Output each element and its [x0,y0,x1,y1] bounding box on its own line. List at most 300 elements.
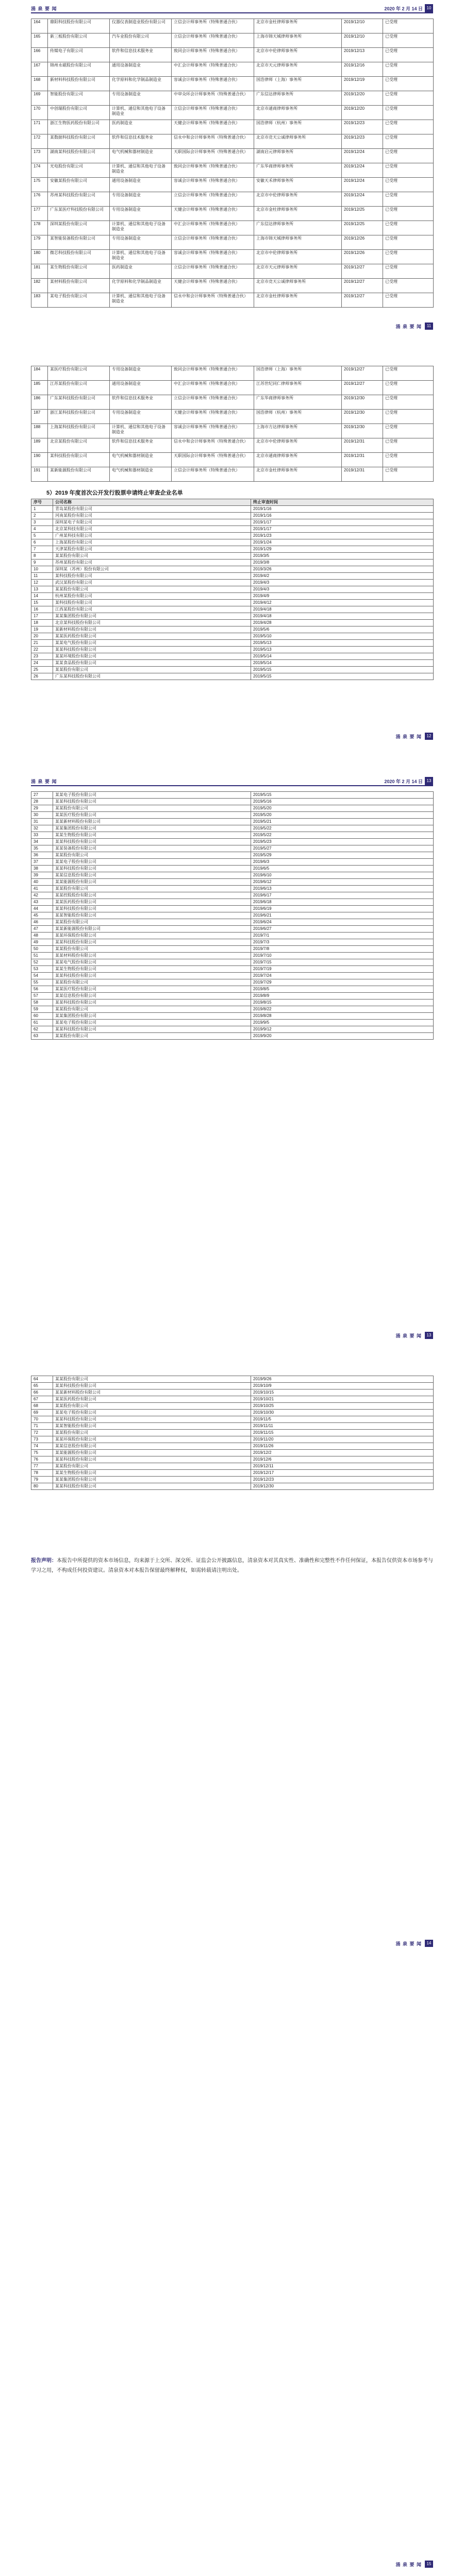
table-cell-date: 2019/1/16 [251,506,434,513]
table-cell-law-firm: 北京市竞天公诚律师事务所 [254,134,342,149]
table-row [31,600,434,606]
table-row [31,613,434,620]
table-cell-status: 已受理 [383,438,434,453]
table-cell-company: 某某股份有限公司 [53,919,251,926]
table-row [31,163,434,178]
table-cell-no: 174 [31,163,48,178]
table-cell-no: 19 [31,626,53,633]
table-cell-date: 2019/4/28 [251,620,434,626]
table-cell-company: 某某科技股份有限公司 [53,906,251,912]
table-row [31,77,434,91]
table-cell-industry: 汽车业股份有限公司 [110,33,172,48]
table-cell-no: 184 [31,366,48,381]
table-cell-company: 天津某股份有限公司 [53,546,251,553]
table-cell-company: 某某装备股份有限公司 [53,845,251,852]
table-cell-no: 68 [31,1403,53,1410]
table-cell-no: 176 [31,192,48,207]
table-cell-company: 青岛某股份有限公司 [53,506,251,513]
footer-page-number: 14 [425,1940,433,1947]
table-cell-no: 55 [31,979,53,986]
table-cell-no: 41 [31,886,53,892]
table-cell-no: 57 [31,993,53,999]
table-cell-company: 广东某医疗科技股份有限公司 [48,207,110,221]
table-cell-company: 广东某科技股份有限公司 [48,395,110,410]
table-cell-industry: 电气机械和器材制造业 [110,453,172,467]
table-cell-company: 传媒电子有限公司 [48,48,110,62]
table-cell-no: 18 [31,620,53,626]
table-cell-no: 12 [31,580,53,586]
table-cell-no: 185 [31,381,48,395]
table-cell-date: 2019/1/29 [251,546,434,553]
table-cell-industry: 计算机、通信和其他电子设备制造业 [110,250,172,264]
table-row [31,1450,434,1456]
table-cell-company: 某生物股份有限公司 [48,264,110,279]
table-row [31,207,434,221]
table-cell-industry: 化学原料和化学制品制造业 [110,77,172,91]
table-cell-no: 164 [31,19,48,33]
table-row [31,381,434,395]
table-cell-date: 2019/1/17 [251,519,434,526]
table-cell-no: 80 [31,1483,53,1490]
table-cell-no: 39 [31,872,53,879]
table-row [31,1033,434,1040]
table-row [31,647,434,653]
table-cell-date: 2019/12/10 [342,19,383,33]
table-cell-industry: 医药制造业 [110,264,172,279]
table-cell-date: 2019/12/25 [342,207,383,221]
table-cell-law-firm: 上海市锦天城律师事务所 [254,33,342,48]
table-cell-law-firm: 北京市中伦律师事务所 [254,192,342,207]
footer-brand: 涌 泉 要 闻 [395,324,422,329]
table-cell-accountant: 容诚会计师事务所（特殊普通合伙） [172,250,254,264]
table-row [31,1483,434,1490]
table-row [31,106,434,120]
table-cell-company: 某某电子股份有限公司 [53,1020,251,1026]
table-cell-company: 某某医药股份有限公司 [53,633,251,640]
col-header-company: 公司名称 [53,499,251,506]
table-row [31,467,434,482]
page-3 [0,773,464,1345]
table-cell-industry: 软件和信息技术服务业 [110,134,172,149]
table-row [31,1477,434,1483]
table-cell-date: 2019/8/5 [251,986,434,993]
table-cell-law-firm: 广东信达律师事务所 [254,91,342,106]
table-cell-company: 某某医药股份有限公司 [53,1396,251,1403]
table-cell-date: 2019/11/15 [251,1430,434,1436]
table-cell-no: 50 [31,946,53,953]
table-cell-law-firm: 北京市中伦律师事务所 [254,48,342,62]
table-cell-status: 已受理 [383,279,434,293]
table-cell-no: 21 [31,640,53,647]
table-cell-no: 9 [31,560,53,566]
table-cell-date: 2019/5/6 [251,626,434,633]
table-cell-industry: 专用设备制造业 [110,91,172,106]
table-row [31,1416,434,1423]
table-cell-date: 2019/5/16 [251,799,434,805]
table-cell-no: 70 [31,1416,53,1423]
table-cell-no: 17 [31,613,53,620]
table-cell-no: 182 [31,279,48,293]
table-row [31,48,434,62]
header-page-number: 10 [425,4,433,12]
table-cell-status: 已受理 [383,134,434,149]
table-cell-company: 新材料科技股份有限公司 [48,77,110,91]
table-row [31,580,434,586]
table-row [31,852,434,859]
table-cell-company: 某某食品股份有限公司 [53,660,251,667]
table-row [31,933,434,939]
table-cell-no: 75 [31,1450,53,1456]
table-cell-company: 某某股份有限公司 [53,805,251,812]
table-cell-no: 61 [31,1020,53,1026]
table-cell-no: 67 [31,1396,53,1403]
table-cell-date: 2019/3/5 [251,553,434,560]
table-cell-company: 某某环境股份有限公司 [53,653,251,660]
page-header [31,4,433,13]
table-cell-date: 2019/11/20 [251,1436,434,1443]
table-cell-date: 2019/9/26 [251,1376,434,1383]
table-cell-date: 2019/12/24 [342,163,383,178]
table-cell-date: 2019/12/30 [342,410,383,424]
table-row [31,633,434,640]
table-cell-status: 已受理 [383,395,434,410]
table-cell-company: 广东某科技股份有限公司 [53,673,251,680]
table-cell-no: 29 [31,805,53,812]
table-row [31,839,434,845]
table-cell-date: 2019/5/20 [251,812,434,819]
table-cell-law-firm: 上海市锦天城律师事务所 [254,235,342,250]
table-cell-date: 2019/4/2 [251,573,434,580]
table-cell-company: 某某科技股份有限公司 [53,647,251,653]
table-cell-date: 2019/4/3 [251,580,434,586]
table-row [31,366,434,381]
table-cell-date: 2019/12/27 [342,264,383,279]
table-row [31,1389,434,1396]
page-footer [31,1940,433,1947]
table-cell-no: 42 [31,892,53,899]
footer-page-number: 15 [425,2561,433,2568]
header-date: 2020 年 2 月 14 日 [384,6,423,11]
table-cell-date: 2019/6/19 [251,906,434,912]
table-cell-no: 31 [31,819,53,825]
table-cell-status: 已受理 [383,264,434,279]
table-cell-company: 深圳某电子有限公司 [53,519,251,526]
table-cell-company: 某某医疗股份有限公司 [53,986,251,993]
table-cell-company: 某某科技股份有限公司 [53,839,251,845]
table-cell-date: 2019/10/21 [251,1396,434,1403]
table-cell-no: 72 [31,1430,53,1436]
table-cell-no: 171 [31,120,48,134]
table-cell-company: 某某电子股份有限公司 [53,859,251,866]
table-cell-company: 某某智能股份有限公司 [53,912,251,919]
table-row [31,438,434,453]
table-cell-date: 2019/5/21 [251,819,434,825]
table-cell-date: 2019/12/6 [251,1456,434,1463]
table-cell-no: 186 [31,395,48,410]
table-row [31,620,434,626]
table-row [31,879,434,886]
table-cell-company: 苏州某股份有限公司 [53,560,251,566]
table-row [31,410,434,424]
table-cell-company: 智能股份有限公司 [48,91,110,106]
table-row [31,539,434,546]
table-cell-industry: 计算机、通信和其他电子设备制造业 [110,163,172,178]
page-footer [31,733,433,740]
table-cell-no: 5 [31,533,53,539]
table-cell-accountant: 信永中和会计师事务所（特殊普通合伙） [172,438,254,453]
table-cell-no: 38 [31,866,53,872]
terminated-applications-table [31,499,434,680]
table-row [31,886,434,892]
table-cell-company: 光电股份有限公司 [48,163,110,178]
report-disclaimer [31,1556,433,1575]
table-cell-no: 37 [31,859,53,866]
table-row [31,892,434,899]
table-row [31,178,434,192]
table-cell-date: 2019/5/13 [251,647,434,653]
page-4 [0,1370,464,1953]
table-row [31,640,434,647]
table-cell-date: 2019/12/30 [251,1483,434,1490]
table-cell-company: 某某新材料股份有限公司 [53,1389,251,1396]
table-cell-status: 已受理 [383,48,434,62]
table-cell-company: 某某能源股份有限公司 [53,1450,251,1456]
table-cell-industry: 通用设备制造业 [110,178,172,192]
header-brand: 涌 泉 要 闻 [31,779,57,784]
table-cell-industry: 计算机、通信和其他电子设备制造业 [110,424,172,438]
table-row [31,424,434,438]
table-cell-company: 某某电子股份有限公司 [53,1410,251,1416]
page-footer [31,2561,433,2568]
table-cell-date: 2019/12/16 [342,62,383,77]
table-cell-date: 2019/6/5 [251,866,434,872]
header-date: 2020 年 2 月 14 日 [384,779,423,784]
table-cell-date: 2019/11/26 [251,1443,434,1450]
table-cell-accountant: 天健会计师事务所（特殊普通合伙） [172,410,254,424]
table-cell-status: 已受理 [383,381,434,395]
table-cell-date: 2019/6/18 [251,899,434,906]
table-cell-company: 某某生物股份有限公司 [53,966,251,973]
table-cell-date: 2019/6/12 [251,879,434,886]
header-page-number: 13 [425,777,433,785]
table-cell-law-firm: 北京市中伦律师事务所 [254,438,342,453]
table-cell-law-firm: 江苏世纪同仁律师事务所 [254,381,342,395]
table-cell-company: 某某集团股份有限公司 [53,825,251,832]
table-cell-company: 微芯科技股份有限公司 [48,250,110,264]
table-cell-no: 181 [31,264,48,279]
table-cell-accountant: 中审众环会计师事务所（特殊普通合伙） [172,91,254,106]
table-cell-law-firm: 上海市方达律师事务所 [254,424,342,438]
table-row [31,593,434,600]
table-row [31,812,434,819]
table-cell-date: 2019/8/15 [251,999,434,1006]
table-cell-status: 已受理 [383,207,434,221]
footer-brand: 涌 泉 要 闻 [395,2562,422,2567]
table-cell-law-firm: 北京市竞天公诚律师事务所 [254,279,342,293]
terminated-applications-table-cont-2 [31,1376,434,1490]
table-cell-date: 2019/6/17 [251,892,434,899]
table-cell-company: 某智能装备股份有限公司 [48,235,110,250]
table-cell-date: 2019/12/20 [342,106,383,120]
table-cell-status: 已受理 [383,149,434,163]
table-cell-company: 某某股份有限公司 [53,1403,251,1410]
table-cell-company: 某某科技股份有限公司 [53,1483,251,1490]
table-cell-accountant: 容诚会计师事务所（特殊普通合伙） [172,424,254,438]
page-footer [31,323,433,330]
table-row [31,626,434,633]
table-cell-status: 已受理 [383,106,434,120]
table-row [31,533,434,539]
table-cell-law-firm: 广东华商律师事务所 [254,395,342,410]
table-cell-status: 已受理 [383,235,434,250]
table-row [31,453,434,467]
table-cell-company: 某某科技股份有限公司 [53,799,251,805]
table-cell-date: 2019/5/14 [251,660,434,667]
table-cell-date: 2019/7/29 [251,979,434,986]
table-cell-status: 已受理 [383,33,434,48]
table-row [31,62,434,77]
accepted-applications-table [31,19,434,308]
table-cell-no: 23 [31,653,53,660]
table-cell-industry: 计算机、通信和其他电子设备制造业 [110,221,172,235]
table-cell-no: 172 [31,134,48,149]
table-cell-status: 已受理 [383,19,434,33]
table-row [31,606,434,613]
table-row [31,912,434,919]
table-row [31,1436,434,1443]
table-cell-no: 188 [31,424,48,438]
table-row [31,560,434,566]
table-row [31,221,434,235]
table-row [31,566,434,573]
table-row [31,1006,434,1013]
table-row [31,993,434,999]
table-cell-date: 2019/12/26 [342,250,383,264]
table-cell-accountant: 天健会计师事务所（特殊普通合伙） [172,207,254,221]
table-cell-no: 178 [31,221,48,235]
table-cell-company: 某新能源股份有限公司 [48,467,110,482]
table-row [31,546,434,553]
table-cell-no: 63 [31,1033,53,1040]
table-cell-no: 44 [31,906,53,912]
table-cell-date: 2019/5/27 [251,845,434,852]
table-cell-company: 安徽某股份有限公司 [48,178,110,192]
table-cell-no: 6 [31,539,53,546]
table-cell-company: 某某科技股份有限公司 [53,866,251,872]
table-row [31,1470,434,1477]
table-cell-industry: 化学原料和化学制品制造业 [110,279,172,293]
table-cell-no: 4 [31,526,53,533]
table-cell-no: 62 [31,1026,53,1033]
table-cell-no: 53 [31,966,53,973]
table-cell-company: 某某信息股份有限公司 [53,993,251,999]
table-cell-industry: 软件和信息技术服务业 [110,438,172,453]
table-row [31,667,434,673]
table-cell-accountant: 致同会计师事务所（特殊普通合伙） [172,366,254,381]
table-cell-company: 某某生物股份有限公司 [53,1470,251,1477]
table-row [31,939,434,946]
table-row [31,1456,434,1463]
table-cell-date: 2019/11/11 [251,1423,434,1430]
table-cell-law-firm: 国浩律师（杭州）事务所 [254,410,342,424]
table-cell-company: 某某股份有限公司 [53,946,251,953]
table-cell-law-firm: 湖南启元律师事务所 [254,149,342,163]
table-cell-company: 某某股份有限公司 [53,1033,251,1040]
table-cell-company: 某材料股份有限公司 [48,279,110,293]
table-cell-accountant: 天健会计师事务所（特殊普通合伙） [172,279,254,293]
table-cell-date: 2019/5/23 [251,839,434,845]
table-cell-date: 2019/12/23 [251,1477,434,1483]
table-cell-date: 2019/6/27 [251,926,434,933]
table-cell-company: 某某新材料股份有限公司 [53,819,251,825]
table-cell-no: 74 [31,1443,53,1450]
table-cell-date: 2019/3/26 [251,566,434,573]
table-row [31,235,434,250]
table-row [31,293,434,308]
table-cell-company: 上海某股份有限公司 [53,539,251,546]
table-row [31,792,434,799]
table-cell-date: 2019/12/23 [342,134,383,149]
table-cell-industry: 电气机械和器材制造业 [110,149,172,163]
table-cell-company: 北京某科技有限公司 [53,526,251,533]
table-cell-company: 某某股份有限公司 [53,667,251,673]
table-cell-company: 某某科技股份有限公司 [53,1383,251,1389]
table-cell-company: 湖南某科技股份有限公司 [48,149,110,163]
table-cell-company: 河南某股份有限公司 [53,513,251,519]
table-cell-no: 78 [31,1470,53,1477]
table-cell-company: 杭州某股份有限公司 [53,593,251,600]
table-cell-accountant: 容诚会计师事务所（特殊普通合伙） [172,178,254,192]
table-row [31,395,434,410]
table-row [31,1020,434,1026]
table-cell-company: 北京某科技股份有限公司 [53,620,251,626]
table-row [31,506,434,513]
table-cell-no: 165 [31,33,48,48]
table-cell-industry: 软件和信息技术服务业 [110,48,172,62]
table-cell-date: 2019/12/27 [342,293,383,308]
table-cell-no: 15 [31,600,53,606]
table-cell-industry: 计算机、通信和其他电子设备制造业 [110,293,172,308]
table-cell-no: 8 [31,553,53,560]
table-cell-no: 28 [31,799,53,805]
table-cell-date: 2019/8/22 [251,1006,434,1013]
table-cell-no: 43 [31,899,53,906]
table-cell-company: 某某股份有限公司 [53,586,251,593]
table-cell-accountant: 中汇会计师事务所（特殊普通合伙） [172,381,254,395]
footer-brand: 涌 泉 要 闻 [395,1333,422,1338]
table-row [31,959,434,966]
table-cell-date: 2019/12/26 [342,235,383,250]
table-cell-no: 69 [31,1410,53,1416]
table-cell-no: 22 [31,647,53,653]
table-cell-company: 某某股份有限公司 [53,1463,251,1470]
table-cell-industry: 专用设备制造业 [110,192,172,207]
table-cell-date: 2019/3/8 [251,560,434,566]
table-cell-company: 深圳某股份有限公司 [48,221,110,235]
page-footer [31,1332,433,1339]
table-row [31,799,434,805]
table-row [31,1026,434,1033]
table-cell-date: 2019/11/5 [251,1416,434,1423]
table-row [31,872,434,879]
col-header-date: 终止审查时间 [251,499,434,506]
table-cell-company: 某某电气股份有限公司 [53,959,251,966]
table-cell-no: 1 [31,506,53,513]
table-cell-no: 71 [31,1423,53,1430]
table-cell-date: 2019/5/13 [251,640,434,647]
table-cell-date: 2019/5/22 [251,832,434,839]
table-cell-date: 2019/9/5 [251,1020,434,1026]
